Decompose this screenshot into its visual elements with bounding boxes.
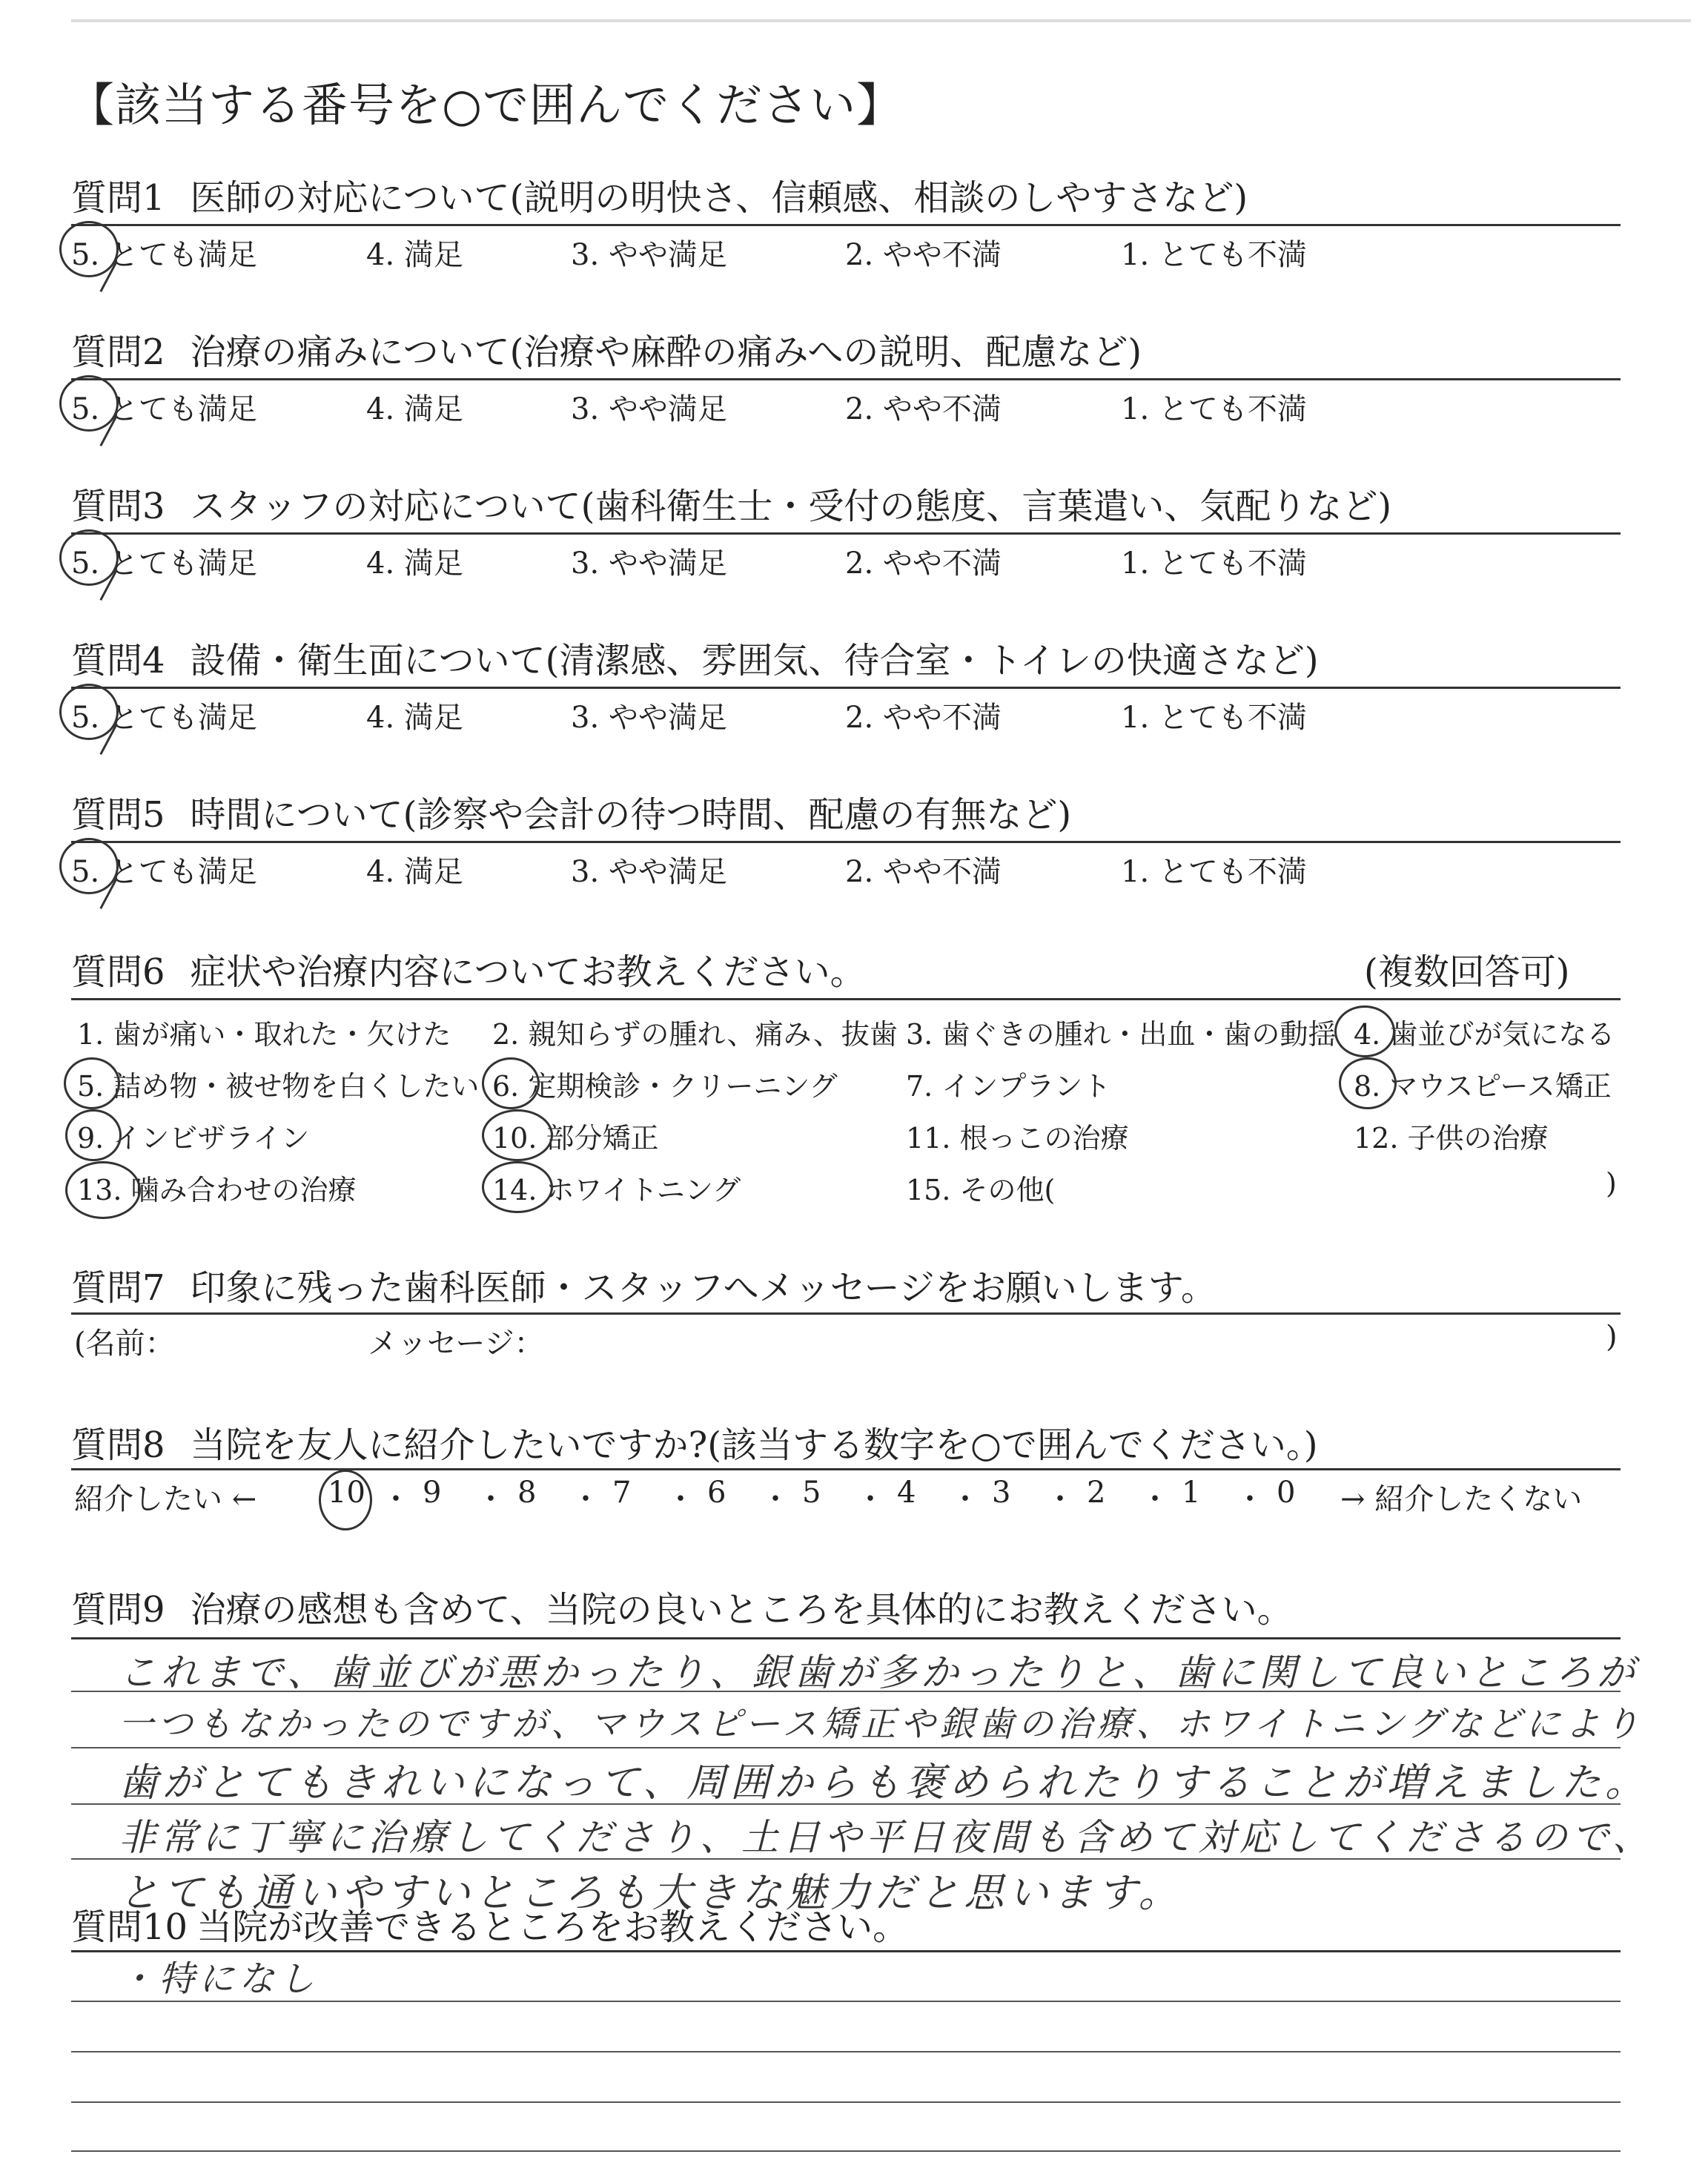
- q8-scale-6: 6: [707, 1476, 726, 1510]
- q6-selected-circle-8: [1339, 1057, 1397, 1109]
- q10-line-3: [71, 2101, 1621, 2103]
- q4-number: 質問4: [71, 640, 165, 681]
- q8-scale-10: 10: [328, 1476, 365, 1510]
- q7-message-label: メッセージ：: [368, 1327, 544, 1361]
- q6-option-2: 2. 親知らずの腫れ、痛み、抜歯: [492, 1018, 898, 1051]
- q8-number: 質問8: [71, 1424, 165, 1466]
- q2-option-4: 4. 満足: [366, 392, 463, 426]
- q5-title: [71, 786, 1071, 837]
- q8-scale-4: 4: [897, 1476, 916, 1510]
- q6-selected-circle-5: [64, 1057, 120, 1109]
- q8-scale-dot: ・: [950, 1482, 980, 1516]
- q8-scale-dot: ・: [1140, 1482, 1170, 1516]
- q5-option-1: 1. とても不満: [1121, 855, 1307, 889]
- q1-option-2: 2. やや不満: [845, 238, 1002, 272]
- q9-line-2: [71, 1747, 1621, 1748]
- q3-selected-circle: [59, 529, 119, 586]
- q7-text: 印象に残った歯科医師・スタッフへメッセージをお願いします。: [190, 1267, 1217, 1309]
- q9-number: 質問9: [71, 1589, 165, 1631]
- q8-scale-dot: ・: [1045, 1482, 1075, 1516]
- form-header: 【該当する番号を○で囲んでください】: [68, 78, 904, 132]
- q3-text: スタッフの対応について(歯科衛生士・受付の態度、言葉遣い、気配りなど): [190, 486, 1392, 527]
- q8-scale-dot: ・: [571, 1482, 600, 1516]
- q8-scale-2: 2: [1087, 1476, 1106, 1510]
- q8-rule: [71, 1468, 1621, 1470]
- q8-title: [71, 1416, 1318, 1467]
- q4-text: 設備・衛生面について(清潔感、雰囲気、待合室・トイレの快適さなど): [190, 640, 1319, 681]
- q9-answer-line-5: とても通いやすいところも大きな魅力だと思います。: [119, 1869, 1183, 1916]
- q1-option-1: 1. とても不満: [1121, 238, 1307, 272]
- q7-number: 質問7: [71, 1267, 165, 1309]
- q6-selected-circle-4: [1334, 1005, 1395, 1057]
- q3-title: [71, 478, 1391, 529]
- q9-answer-line-4: 非常に丁寧に治療してくださり、土日や平日夜間も含めて対応してくださるので、: [119, 1816, 1654, 1859]
- q4-option-3: 3. やや満足: [571, 701, 727, 735]
- q8-scale-dot: ・: [855, 1482, 885, 1516]
- q1-option-3: 3. やや満足: [571, 238, 727, 272]
- q5-selected-circle: [59, 838, 119, 894]
- q2-option-1: 1. とても不満: [1121, 392, 1307, 426]
- q6-selected-circle-10: [482, 1109, 553, 1161]
- q4-selected-circle: [59, 684, 119, 740]
- q6-option-13: 13. 噛み合わせの治療: [77, 1174, 357, 1206]
- q6-option-15: 15. その他(: [906, 1174, 1056, 1206]
- q1-number: 質問1: [71, 177, 165, 219]
- q2-title: [71, 323, 1142, 374]
- q6-text: 症状や治療内容についてお教えください。: [190, 951, 866, 993]
- q8-selected-circle: [319, 1470, 372, 1530]
- q6-option-16: ): [1606, 1167, 1617, 1200]
- q10-line-2: [71, 2051, 1621, 2052]
- q3-rule: [71, 532, 1621, 535]
- q8-scale-dot: ・: [1235, 1482, 1265, 1516]
- q4-rule: [71, 687, 1621, 689]
- q7-title: [71, 1259, 1217, 1310]
- q8-scale-1: 1: [1182, 1476, 1201, 1510]
- q8-scale-7: 7: [612, 1476, 632, 1510]
- q6-option-3: 3. 歯ぐきの腫れ・出血・歯の動揺: [906, 1018, 1337, 1051]
- q5-option-4: 4. 満足: [366, 855, 463, 889]
- q1-rule: [71, 224, 1621, 226]
- q10-text: 当院が改善できるところをお教えください。: [196, 1906, 909, 1948]
- q10-line-1: [71, 2001, 1621, 2002]
- q6-selected-circle-13: [65, 1161, 141, 1219]
- q2-text: 治療の痛みについて(治療や麻酔の痛みへの説明、配慮など): [190, 331, 1142, 373]
- q9-answer-line-3: 歯がとてもきれいになって、周囲からも褒められたりすることが増えました。: [119, 1760, 1649, 1806]
- q9-rule: [71, 1637, 1621, 1639]
- q6-title: [71, 943, 866, 994]
- q8-scale-dot: ・: [761, 1482, 790, 1516]
- q4-option-4: 4. 満足: [366, 701, 463, 735]
- q6-option-14: 14. ホワイトニング: [492, 1174, 741, 1206]
- q1-option-4: 4. 満足: [366, 238, 463, 272]
- q8-scale-9: 9: [423, 1476, 442, 1510]
- q6-option-6: 6. 定期検診・クリーニング: [492, 1070, 838, 1103]
- q8-scale-dot: ・: [381, 1482, 411, 1516]
- q6-option-5: 5. 詰め物・被せ物を白くしたい: [77, 1070, 480, 1103]
- q8-scale-dot: ・: [666, 1482, 695, 1516]
- q6-option-7: 7. インプラント: [906, 1070, 1111, 1103]
- q6-selected-circle-9: [65, 1109, 122, 1161]
- q2-number: 質問2: [71, 331, 165, 373]
- q1-selected-circle: [59, 221, 119, 277]
- q10-title: [71, 1898, 908, 1949]
- q7-close-paren: ): [1606, 1320, 1618, 1354]
- q4-option-2: 2. やや不満: [845, 701, 1002, 735]
- q8-scale-dot: ・: [476, 1482, 506, 1516]
- q6-option-1: 1. 歯が痛い・取れた・欠けた: [77, 1018, 451, 1051]
- q8-text: 当院を友人に紹介したいですか?(該当する数字を○で囲んでください。): [190, 1424, 1318, 1466]
- q3-option-1: 1. とても不満: [1121, 546, 1307, 581]
- q3-option-3: 3. やや満足: [571, 546, 727, 581]
- q9-answer-line-1: これまで、歯並びが悪かったり、銀歯が多かったりと、歯に関して良いところが: [119, 1651, 1639, 1695]
- q6-rule: [71, 998, 1621, 1000]
- q8-scale-3: 3: [992, 1476, 1011, 1510]
- q5-number: 質問5: [71, 794, 165, 836]
- q2-option-3: 3. やや満足: [571, 392, 727, 426]
- q6-option-4: 4. 歯並びが気になる: [1354, 1018, 1615, 1051]
- q2-rule: [71, 378, 1621, 380]
- q2-option-5: 5. とても満足: [71, 392, 257, 426]
- q6-note: (複数回答可): [1364, 951, 1570, 993]
- q6-option-10: 10. 部分矯正: [492, 1122, 659, 1155]
- q6-selected-circle-14: [482, 1161, 553, 1213]
- q10-number: 質問10: [71, 1906, 188, 1948]
- q9-title: [71, 1581, 1293, 1632]
- q8-right-label: → 紹介したくない: [1340, 1482, 1583, 1516]
- q5-option-5: 5. とても満足: [71, 855, 257, 889]
- q10-line-4: [71, 2150, 1621, 2152]
- top-edge-line: [71, 19, 1691, 22]
- q6-option-11: 11. 根っこの治療: [906, 1122, 1129, 1155]
- q1-option-5: 5. とても満足: [71, 238, 257, 272]
- q4-option-5: 5. とても満足: [71, 701, 257, 735]
- q8-scale-8: 8: [517, 1476, 537, 1510]
- q10-answer: ・特になし: [119, 1958, 320, 2000]
- q3-option-4: 4. 満足: [366, 546, 463, 581]
- q2-selected-circle: [59, 375, 119, 432]
- q1-title: [71, 169, 1248, 220]
- q8-scale-5: 5: [802, 1476, 821, 1510]
- q9-answer-line-2: 一つもなかったのですが、マウスピース矯正や銀歯の治療、ホワイトニングなどにより: [119, 1704, 1644, 1745]
- q3-option-2: 2. やや不満: [845, 546, 1002, 581]
- q3-option-5: 5. とても満足: [71, 546, 257, 581]
- q8-left-label: 紹介したい ←: [74, 1482, 257, 1516]
- q5-option-3: 3. やや満足: [571, 855, 727, 889]
- q3-number: 質問3: [71, 486, 165, 527]
- q7-name-label: (名前：: [74, 1327, 175, 1361]
- q4-option-1: 1. とても不満: [1121, 701, 1307, 735]
- q6-selected-circle-6: [482, 1057, 540, 1109]
- q5-option-2: 2. やや不満: [845, 855, 1002, 889]
- q6-option-9: 9. インビザライン: [77, 1122, 310, 1155]
- q4-title: [71, 632, 1319, 683]
- q7-rule: [71, 1312, 1621, 1315]
- q8-scale-0: 0: [1277, 1476, 1296, 1510]
- q1-text: 医師の対応について(説明の明快さ、信頼感、相談のしやすさなど): [190, 177, 1248, 219]
- q2-option-2: 2. やや不満: [845, 392, 1002, 426]
- q6-option-12: 12. 子供の治療: [1354, 1122, 1549, 1155]
- q9-text: 治療の感想も含めて、当院の良いところを具体的にお教えください。: [190, 1589, 1293, 1631]
- q5-text: 時間について(診察や会計の待つ時間、配慮の有無など): [190, 794, 1072, 836]
- q5-rule: [71, 841, 1621, 843]
- q6-number: 質問6: [71, 951, 165, 993]
- q6-option-8: 8. マウスピース矯正: [1354, 1070, 1612, 1103]
